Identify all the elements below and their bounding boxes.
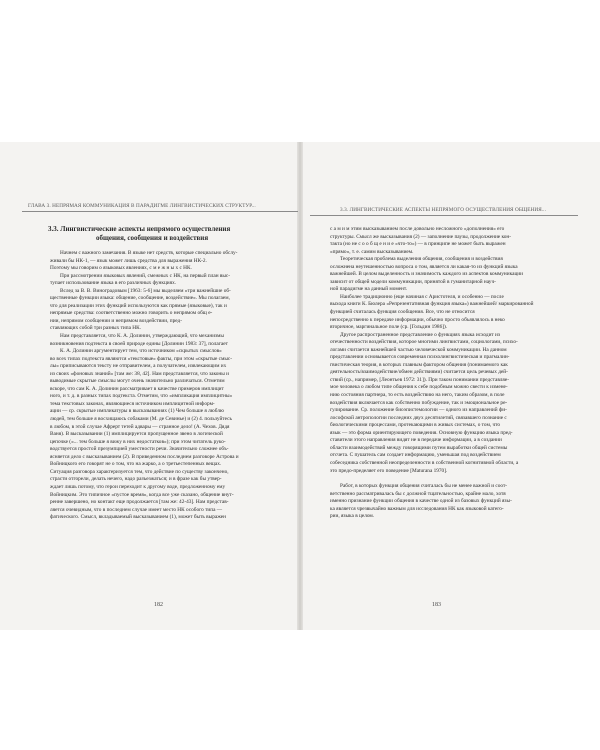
- text-line: «прямо», т. е. самим высказыванием.: [330, 248, 414, 255]
- text-line: гвистическая теория, в которых главным фактором общения (понимаемого как: [330, 361, 508, 368]
- text-line: деятельность/взаимодействие/обмен действиями) считается цель речевых дей-: [330, 369, 508, 376]
- text-line: области взаимодействий между говорящими путем выработки общей системы: [330, 444, 508, 451]
- text-line: ясняется дело с высказыванием (2). В приведенном последнем разговоре Астрова и: [50, 453, 239, 460]
- text-line: ного, и т. д. в разных типах подтекста. Отметим, что «импликация имплицитны»: [50, 393, 233, 400]
- book-spread: [0, 142, 600, 630]
- text-line: важнейшей. В целом выделенность и значимость каждого из аспектов коммуникации: [330, 271, 523, 278]
- left-page-number: 182: [154, 602, 163, 608]
- text-line: страсти отгорели, делать нечего, надо разъезжаться; и в фразе как бы утвер-: [50, 476, 222, 483]
- text-line: функцией считалась функция сообщения. Все, что не относится: [330, 309, 475, 316]
- text-line: ной парадигме на данный момент.: [330, 286, 408, 293]
- text-line: гулирование. Ср. положение биоэпистемологии — одного из направлений фи-: [330, 407, 507, 414]
- text-line: тема текстовых законах, являющиеся источником имплицитной информ-: [50, 400, 215, 407]
- text-line: Нам представляется, что К. А. Долинин, утверждающий, что механизмы: [60, 333, 224, 340]
- text-line: Войницким. Это типичное «пустое время», когда все уже сказано, общение внут-: [50, 491, 234, 498]
- text-line: Другое распространенное представление о функциях языка исходит из: [340, 331, 500, 338]
- right-body-text: [310, 226, 578, 521]
- right-head-rule: [310, 215, 578, 216]
- text-line: ветственно рассматривалась бы с должной тщательностью, крайне мало, хотя: [330, 490, 506, 497]
- text-line: Ваня). В высказывании (1) имплицируется пропущенное звено в логической: [50, 431, 223, 438]
- text-line: ляется очевидным, что в последнем случае имеет место НК особого типа —: [50, 506, 223, 513]
- text-line: живали бы НК-1, — язык может лишь средства для выражения НК-2.: [50, 257, 207, 264]
- text-line: зависит от общей модели коммуникации, принятой в гуманитарной науч-: [330, 278, 496, 285]
- text-line: Вслед за В. В. Виноградовым [1963: 5-6] мы выделяем «три важнейшие об-: [60, 287, 231, 294]
- text-line: фатического. Смысл, вкладываемый высказыванием (1), может быть выражен: [50, 514, 226, 521]
- left-page: [0, 142, 298, 630]
- text-line: во всех типах подтекста являются «текстовые» факты, при этом «скрытые смыс-: [50, 355, 233, 362]
- text-line: людей, тем больше я восхищаюсь собаками (М. де Севинье) и (2) 4. пользуйтесь: [50, 416, 232, 423]
- right-page-number: 183: [432, 602, 441, 608]
- text-line: тупает использование языка в его различных функциях.: [50, 280, 177, 287]
- text-line: водствуется простой презумпцией уместности речи. Значительно сложнее объ-: [50, 446, 229, 453]
- text-line: отечественности воздействия, которое многими лингвистами, социологами, психо-: [330, 339, 518, 346]
- text-line: щественные функции языка: общение, сообщение, воздействие». Мы полагаем,: [50, 295, 230, 302]
- text-line: именно признание функции общения в качестве одной из базовых функций язы-: [330, 498, 512, 505]
- text-line: возникновения подтекста в своей природе едины [Долинин 1983: 37], полагает: [50, 340, 228, 347]
- text-line: ка является чрезвычайно важным для исследования НК как языковой катего-: [330, 505, 504, 512]
- text-line: ставляющих собой три разных типа НК.: [50, 325, 141, 332]
- text-line: рии, языка в целом.: [330, 513, 375, 520]
- section-title: [48, 225, 298, 242]
- text-line: структуры. Смысл же высказывания (2) — заполнение паузы, продолжение кон-: [330, 233, 512, 240]
- text-line: выводимые скрытые смыслы могут очень значительно различаться. Отметим: [50, 378, 225, 385]
- text-line: нию состояния партнера, то есть воздействию на него, таким образом, в поле: [330, 392, 505, 399]
- text-line: непрямые средства: соответственно можно говорить о непрямом общ е-: [50, 310, 213, 317]
- text-line: Работ, в которых функция общения считалась бы не менее важной и соот-: [340, 483, 508, 490]
- text-line: цепочке («... тем больше я вижу в них недостатков»); при этом читатель руко-: [50, 438, 226, 445]
- section-title-line1: 3.3. Лингвистические аспекты непрямого осуществления: [48, 225, 231, 233]
- text-line: представлении основывается современная психолингвистическая и прагмалин-: [330, 354, 510, 361]
- text-line: это предо-пределяет его поведение [Maturana 1970].: [330, 467, 448, 474]
- text-line: логами считается важнейшей частью человеческой коммуникации. На данном: [330, 346, 507, 353]
- text-line: ации — ср. скрытые импликатуры в высказываниях (1) Чем больше я люблю: [50, 408, 224, 415]
- text-line: язык — это форма ориентирующего поведения. Основную функцию языка пред-: [330, 429, 513, 436]
- text-line: биологическими процессами, протекающими в живых системах, о том, что: [330, 422, 501, 429]
- text-line: выхода книги К. Бюлера «Репрезентативная функция языка») важнейшей/ маркированной: [330, 301, 534, 308]
- text-line: из своих «фоновых знаний» [там же: 38, 42]. Нам представляется, что законы и: [50, 370, 229, 377]
- text-line: ставители этого направления видят не в передаче информации, а в создании: [330, 437, 502, 444]
- text-line: Поэтому мы говорим о языковых явлениях, с м е ж н ы х с НК.: [50, 265, 192, 272]
- text-line: ствий (ср., например, [Леонтьев 1972: 31]). При таком понимании представляе-: [330, 376, 509, 383]
- left-running-head: ГЛАВА 3. НЕПРЯМАЯ КОММУНИКАЦИЯ В ПАРАДИГМЕ ЛИНГВИСТИЧЕСКИХ СТРУКТУР...: [28, 203, 256, 209]
- text-line: лы» приписываются тексту не отправителем, а получателем, извлекающим их: [50, 363, 227, 370]
- left-head-rule: [22, 211, 298, 212]
- section-title-line2: общения, сообщения и воздействия: [96, 233, 209, 242]
- text-line: ренне завершено, но контакт еще продолжается [там же: 42-43]. Нам представ-: [50, 499, 229, 506]
- text-line: Начнем с важного замечания. В языке нет средств, которые специально обслу-: [60, 250, 238, 256]
- left-body-text: [22, 250, 298, 522]
- text-line: нии, непрямом сообщении и непрямом воздействии, пред-: [50, 317, 182, 324]
- text-line: непосредственно к передаче информации, обычно просто объявлялось в неко: [330, 316, 505, 323]
- text-line: собеседника собственной неопределенности в собственной когнитивной области, а: [330, 459, 519, 466]
- text-line: вскоре, что сам К. А. Долинин рассматривает в качестве примеров имплицит: [50, 385, 224, 392]
- text-line: отсчета. С пушатель сам создает информацию, уменьшая под воздействием: [330, 452, 501, 459]
- text-line: с а м и м этим высказыванием после довольно несложного «дополнения» его: [330, 226, 505, 232]
- text-line: вторичное, маргинальное поле (ср. [Гольдин 1986]).: [330, 324, 448, 331]
- text-line: Ситуация разговора характеризуется тем, что действие по существу закончено,: [50, 468, 229, 475]
- text-line: осложнена неутешенностью вопроса о том, является ли какая-то из функций языка: [330, 263, 518, 270]
- right-page: [302, 142, 600, 630]
- text-line: Войницкого его говорят не о том, что на жарко, а о третьестепенных вещах.: [50, 461, 222, 468]
- text-line: воздействия включается как собственно побуждение, так и эмоциональное ре-: [330, 399, 508, 406]
- text-line: ждает лишь потому, что герои переходит к другому воде, предложенному ему: [50, 483, 226, 490]
- text-line: Теоретическая проблема выделения общения, сообщения и воздействия: [340, 256, 503, 263]
- text-line: К. А. Долинин аргументирует тем, что источником «скрытых смыслов»: [60, 348, 222, 355]
- text-line: в любом, в этой случае Афрерт тетей адвары — странное дело! (А. Чехов. Дядя: [50, 423, 230, 430]
- paragraph-gap: [310, 475, 578, 483]
- text-line: Наиболее традиционно (еще начиная с Аристотеля, и особенно — после: [340, 293, 504, 300]
- text-line: лософской антропологии последних двух десятилетий, связавшего познание с: [330, 414, 507, 421]
- text-line: что для реализации этих функций используются как прямые (языковые), так и: [50, 302, 227, 309]
- text-line: мое человека о любом типе общения к себе подобным можно свести к измене-: [330, 384, 508, 391]
- text-line: такта (но не с о о б щ е н и е «что-то») — в принципе не может быть выражен: [330, 241, 506, 248]
- text-line: При рассмотрении языковых явлений, смежных с НК, на первый план выс-: [60, 272, 231, 279]
- right-running-head: 3.3. ЛИНГВИСТИЧЕСКИЕ АСПЕКТЫ НЕПРЯМОГО ОСУЩЕСТВЛЕНИЯ ОБЩЕНИЯ...: [340, 207, 546, 213]
